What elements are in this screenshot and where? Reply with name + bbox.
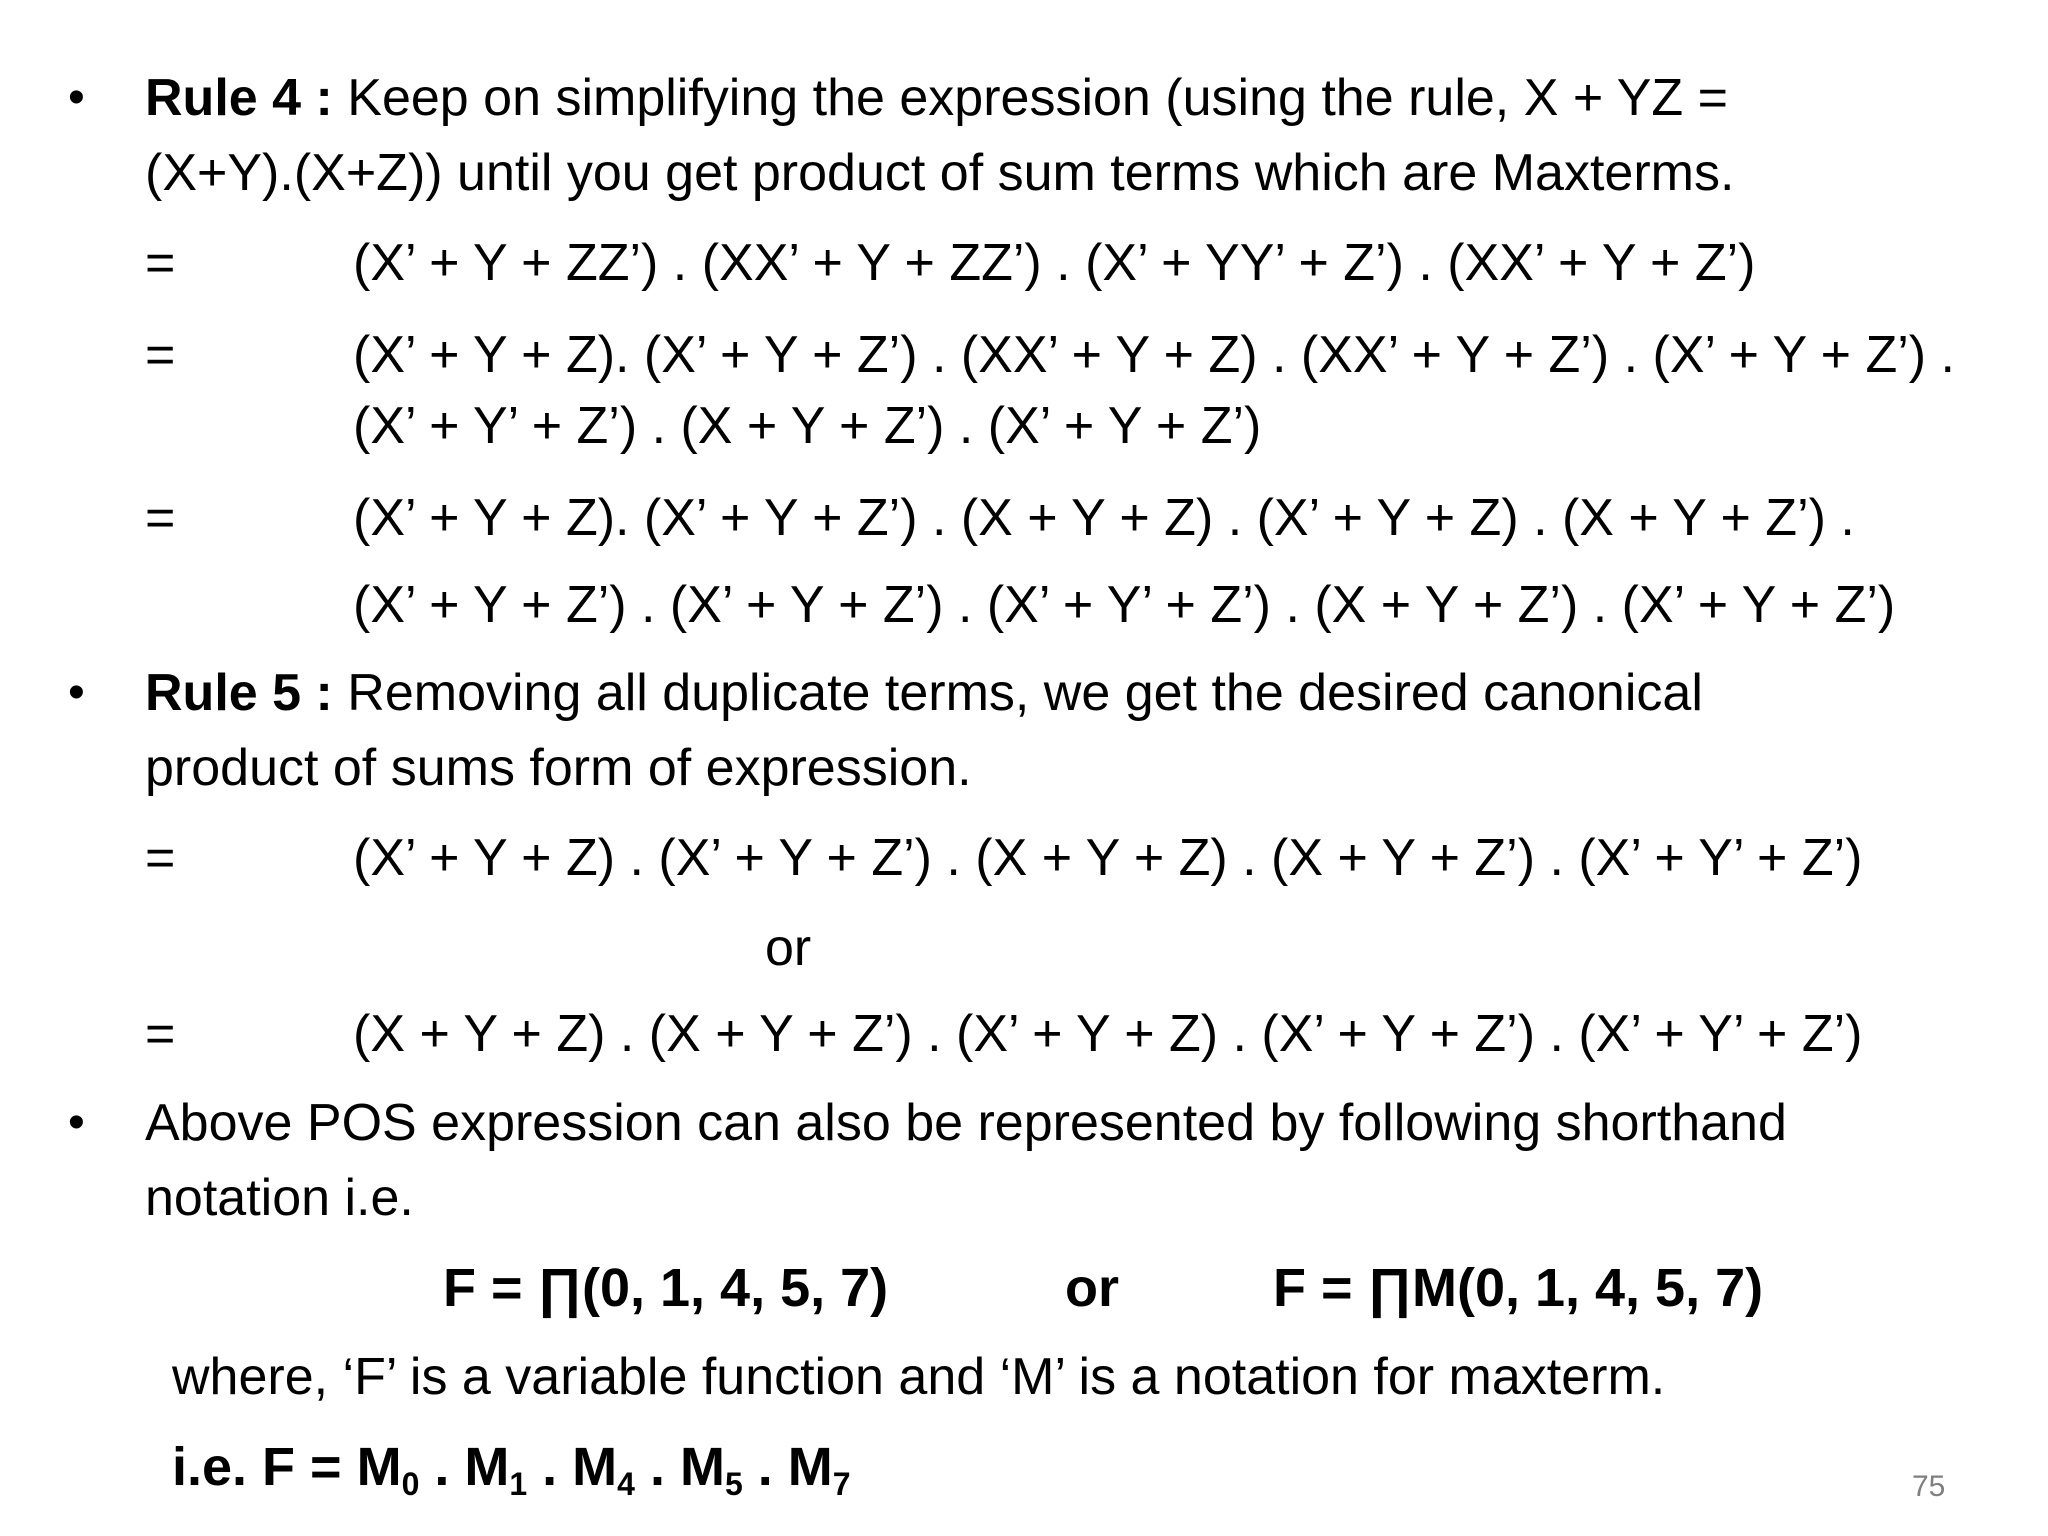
page-number: 75 [1912, 1470, 1946, 1503]
pos-text-line1: Above POS expression can also be represented by following shorthand [145, 1094, 1787, 1152]
rule4-eq2-line2: (X’ + Y’ + Z’) . (X + Y + Z’) . (X’ + Y + Z’) [353, 397, 1262, 455]
bullet-rule5: • [68, 666, 85, 719]
maxterm-m5: $M_5$ . [679, 1437, 788, 1502]
maxterm-m4: $M_4$ . [572, 1437, 680, 1502]
maxterm-m1: $M_1$ . [464, 1437, 573, 1502]
rule4-eq2-line1: (X’ + Y + Z). (X’ + Y + Z’) . (XX’ + Y + Z) . (XX’ + Y + Z’) . (X’ + Y + Z’) . [353, 326, 1955, 384]
rule4-text-line1: Keep on simplifying the expression (using the rule, X + YZ = [332, 69, 1728, 127]
equals-sign: = [145, 829, 176, 887]
rule4-eq3-line1: (X’ + Y + Z). (X’ + Y + Z’) . (X + Y + Z) . (X’ + Y + Z) . (X + Y + Z’) . [353, 489, 1855, 547]
equals-sign: = [145, 489, 176, 547]
rule4-line1 [145, 68, 1728, 128]
rule5-or: or [765, 919, 812, 977]
equals-sign: = [145, 234, 176, 292]
maxterm-m7: $M_7$ [787, 1437, 851, 1502]
rule5-line1 [145, 663, 1703, 723]
rule5-text-line2: product of sums form of expression. [145, 739, 972, 797]
rule5-text-line1: Removing all duplicate terms, we get the desired canonical [332, 664, 1703, 722]
maxterm-m0: $M_0$ . [356, 1437, 465, 1502]
ie-prefix: i.e. F = [172, 1437, 357, 1497]
rule5-eq2: (X + Y + Z) . (X + Y + Z’) . (X’ + Y + Z) . (X’ + Y + Z’) . (X’ + Y’ + Z’) [353, 1005, 1863, 1063]
rule4-eq3-line2: (X’ + Y + Z’) . (X’ + Y + Z’) . (X’ + Y’ + Z’) . (X + Y + Z’) . (X’ + Y + Z’) [353, 576, 1896, 634]
rule4-eq1: (X’ + Y + ZZ’) . (XX’ + Y + ZZ’) . (X’ + YY’ + Z’) . (XX’ + Y + Z’) [353, 234, 1756, 292]
pos-text-line2: notation i.e. [145, 1169, 414, 1227]
rule4-label: Rule 4 : [145, 69, 333, 127]
shorthand-product-maxterm: F = ∏M(0, 1, 4, 5, 7) [1273, 1258, 1764, 1318]
equals-sign: = [145, 326, 176, 384]
shorthand-or: or [1065, 1258, 1119, 1318]
rule5-eq1: (X’ + Y + Z) . (X’ + Y + Z’) . (X + Y + Z) . (X + Y + Z’) . (X’ + Y’ + Z’) [353, 829, 1863, 887]
maxterm-product [172, 1437, 851, 1502]
rule5-label: Rule 5 : [145, 664, 333, 722]
bullet-pos: • [68, 1096, 85, 1149]
where-text: where, ‘F’ is a variable function and ‘M’ is a notation for maxterm. [172, 1348, 1666, 1406]
bullet-rule4: • [68, 71, 85, 124]
rule4-text-line2: (X+Y).(X+Z)) until you get product of sum terms which are Maxterms. [145, 144, 1735, 202]
shorthand-product: F = ∏(0, 1, 4, 5, 7) [443, 1258, 889, 1318]
equals-sign: = [145, 1005, 176, 1063]
